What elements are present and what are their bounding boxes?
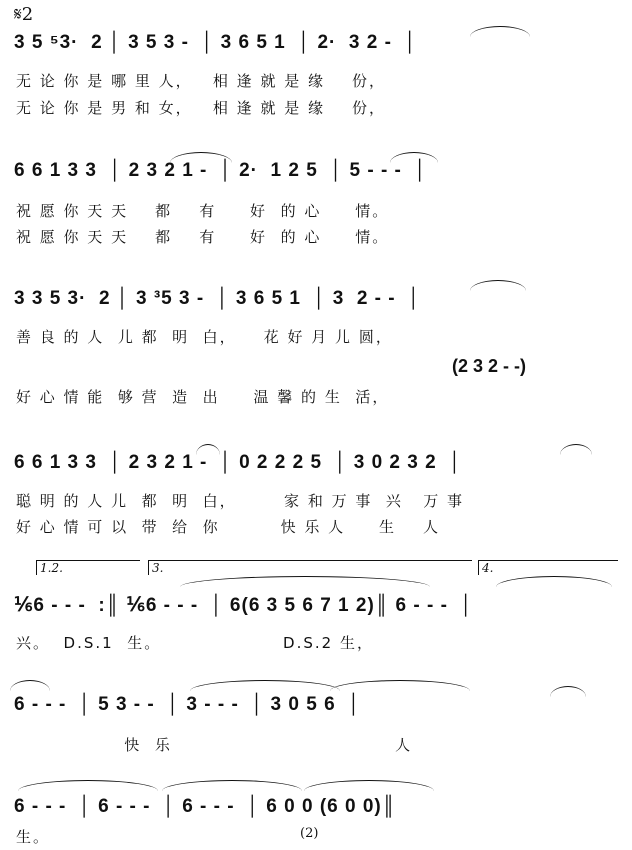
- lyric-row-3b: 好 心 情 能 够 营 造 出 温 馨 的 生 活，: [16, 388, 390, 406]
- notation-row-2: 6 6 1 3 3 │ 2 3 2 1 - │ 2· 1 2 5 │ 5 - - - │: [14, 160, 428, 181]
- lyric-row-1b: 无 论 你 是 男 和 女， 相 逢 就 是 缘 份，: [16, 99, 387, 117]
- tie: [10, 680, 50, 691]
- notation-row-3: 3 3 5 3· 2 │ 3 ³5 3 - │ 3 6 5 1 │ 3 2 - - │: [14, 288, 422, 309]
- volta-4: 4.: [478, 560, 618, 575]
- lyric-row-6: 快 乐 人: [16, 736, 413, 754]
- tie: [470, 280, 526, 291]
- parenthetical-notes: (2 3 2 - -): [452, 356, 527, 376]
- lyric-row-1a: 无 论 你 是 哪 里 人， 相 逢 就 是 缘 份，: [16, 72, 387, 90]
- lyric-row-7: 生。: [16, 828, 51, 846]
- notation-row-5: ⅙6 - - - :║ ⅙6 - - - │ 6(6 3 5 6 7 1 2)║ 6 - - - │: [14, 595, 474, 616]
- tie: [390, 152, 438, 163]
- lyric-row-2b: 祝 愿 你 天 天 都 有 好 的 心 情。: [16, 228, 390, 246]
- segno-sign: 𝄋2: [14, 4, 34, 25]
- tie: [170, 152, 232, 163]
- tie: [304, 780, 434, 791]
- tie: [196, 444, 220, 455]
- lyric-row-4b: 好 心 情 可 以 带 给 你 快 乐 人 生 人: [16, 518, 441, 536]
- page-number: (2): [300, 826, 319, 841]
- tie: [330, 680, 470, 691]
- tie: [180, 576, 430, 587]
- lyric-row-3a: 善 良 的 人 儿 都 明 白， 花 好 月 儿 圆，: [16, 328, 393, 346]
- tie: [496, 576, 612, 587]
- notation-row-4: 6 6 1 3 3 │ 2 3 2 1 - │ 0 2 2 2 5 │ 3 0 2 3 2 │: [14, 452, 463, 473]
- notation-row-7: 6 - - - │ 6 - - - │ 6 - - - │ 6 0 0 (6 0 0)║: [14, 796, 397, 817]
- volta-3: 3.: [148, 560, 472, 575]
- tie: [470, 26, 530, 37]
- tie: [560, 444, 592, 455]
- tie: [162, 780, 302, 791]
- notation-row-6: 6 - - - │ 5 3 - - │ 3 - - - │ 3 0 5 6 │: [14, 694, 362, 715]
- notation-row-1: 3 5 ⁵3· 2 │ 3 5 3 - │ 3 6 5 1 │ 2· 3 2 - │: [14, 32, 418, 53]
- tie: [550, 686, 586, 697]
- lyric-row-5: 兴。 D.S.1 生。 D.S.2 生，: [16, 634, 374, 652]
- lyric-row-4a: 聪 明 的 人 儿 都 明 白， 家 和 万 事 兴 万 事: [16, 492, 464, 510]
- volta-1-2: 1.2.: [36, 560, 140, 575]
- tie: [190, 680, 340, 691]
- lyric-row-2a: 祝 愿 你 天 天 都 有 好 的 心 情。: [16, 202, 390, 220]
- tie: [18, 780, 158, 791]
